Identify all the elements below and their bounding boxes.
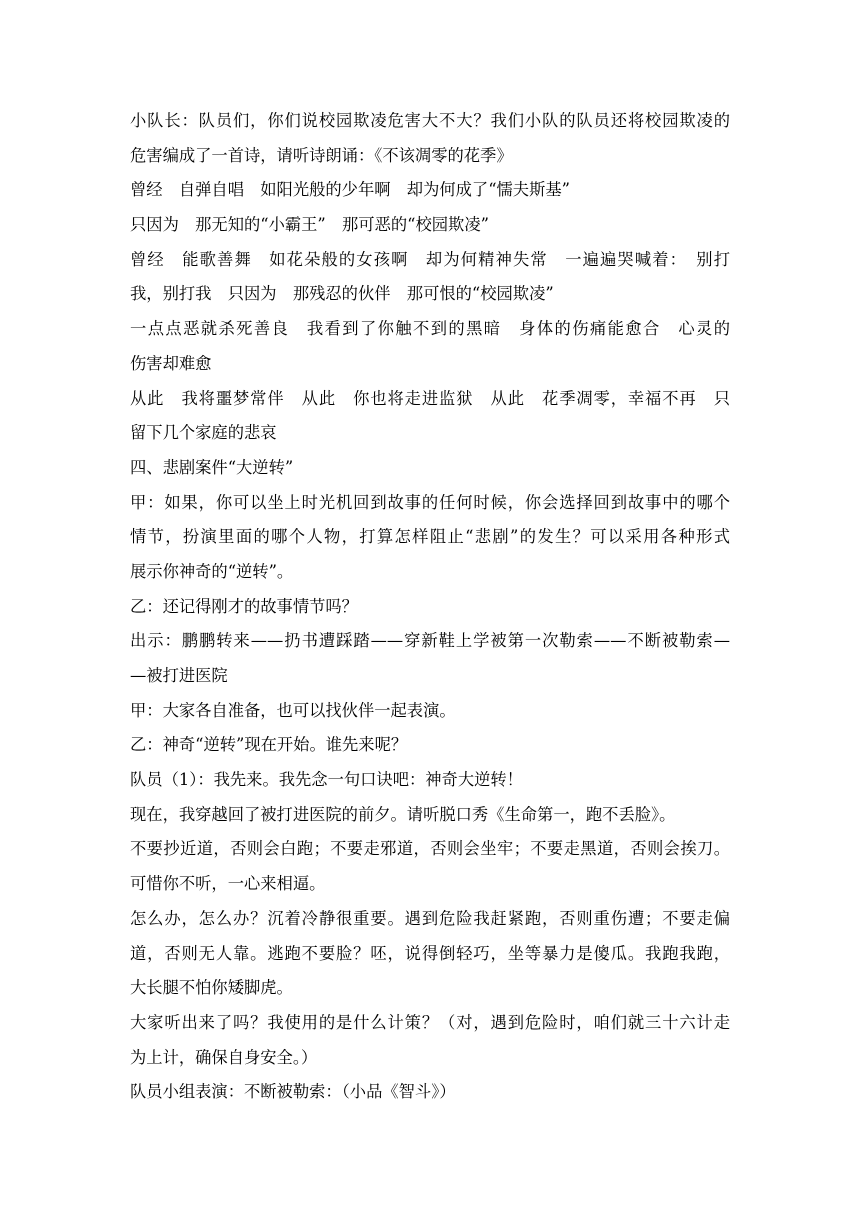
text-line: 可惜你不听，一心来相逼。 [130, 874, 326, 894]
text-line: 展示你神奇的“逆转”。 [130, 561, 294, 581]
text-line: 大家听出来了吗？我使用的是什么计策？（对，遇到危险时，咱们就三十六计走 [130, 1012, 730, 1032]
text-line: 我，别打我 只因为 那残忍的伙伴 那可恨的“校园欺凌” [130, 284, 554, 304]
text-line: 危害编成了一首诗，请听诗朗诵：《不该凋零的花季》 [130, 145, 513, 165]
text-line: 队员小组表演：不断被勒索：（小品《智斗》） [130, 1082, 456, 1102]
text-line: 一点点恶就杀死善良 我看到了你触不到的黑暗 身体的伤痛能愈合 心灵的 [130, 319, 730, 339]
text-line: —被打进医院 [130, 666, 228, 685]
text-line: 留下几个家庭的悲哀 [130, 423, 277, 443]
text-line: 只因为 那无知的“小霸王” 那可恶的“校园欺凌” [130, 215, 489, 235]
text-line: 甲：大家各自准备，也可以找伙伴一起表演。 [130, 700, 456, 720]
document-body [130, 104, 730, 1110]
text-line: 情节，扮演里面的哪个人物，打算怎样阻止“悲剧”的发生？可以采用各种形式 [130, 527, 730, 547]
text-line: 从此 我将噩梦常伴 从此 你也将走进监狱 从此 花季凋零，幸福不再 只 [130, 388, 730, 408]
text-line: 伤害却难愈 [130, 353, 212, 373]
text-line: 不要抄近道，否则会白跑；不要走邪道，否则会坐牢；不要走黑道，否则会挨刀。 [130, 839, 730, 859]
text-line: 乙：神奇“逆转”现在开始。谁先来呢？ [130, 735, 408, 755]
text-line: 出示：鹏鹏转来——扔书遭踩踏——穿新鞋上学被第一次勒索——不断被勒索— [130, 631, 730, 651]
text-line: 甲：如果，你可以坐上时光机回到故事的任何时候，你会选择回到故事中的哪个 [130, 492, 730, 512]
text-line: 大长腿不怕你矮脚虎。 [130, 978, 293, 998]
text-line: 怎么办，怎么办？沉着冷静很重要。遇到危险我赶紧跑，否则重伤遭；不要走偏 [130, 908, 730, 928]
text-line: 乙：还记得刚才的故事情节吗？ [130, 596, 358, 616]
text-line: 为上计，确保自身安全。） [130, 1047, 318, 1067]
text-line: 曾经 能歌善舞 如花朵般的女孩啊 却为何精神失常 一遍遍哭喊着： 别打 [130, 249, 730, 269]
text-line: 曾经 自弹自唱 如阳光般的少年啊 却为何成了“懦夫斯基” [130, 180, 570, 200]
text-line: 道，否则无人靠。逃跑不要脸？呸，说得倒轻巧，坐等暴力是傻瓜。我跑我跑， [130, 943, 730, 963]
text-line: 队员（1）：我先来。我先念一句口诀吧：神奇大逆转！ [130, 770, 523, 790]
section-heading: 四、悲剧案件“大逆转” [130, 457, 294, 477]
text-line: 现在，我穿越回了被打进医院的前夕。请听脱口秀《生命第一，跑不丢脸》。 [130, 804, 676, 824]
text-line: 小队长：队员们，你们说校园欺凌危害大不大？我们小队的队员还将校园欺凌的 [130, 111, 730, 130]
